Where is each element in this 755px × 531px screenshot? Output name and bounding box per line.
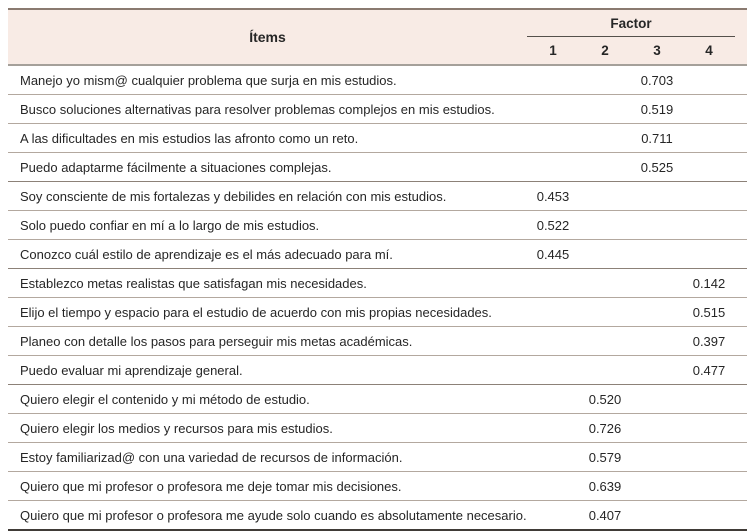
item-text: A las dificultades en mis estudios las afronto como un reto. <box>20 130 359 146</box>
factor-3-loading: 0.519 <box>640 101 674 117</box>
table-row <box>8 501 747 529</box>
item-text: Conozco cuál estilo de aprendizaje es el más adecuado para mí. <box>20 246 393 262</box>
table-header <box>8 10 747 66</box>
item-text: Puedo adaptarme fácilmente a situaciones complejas. <box>20 159 332 175</box>
item-text: Quiero que mi profesor o profesora me ayude solo cuando es absolutamente necesario. <box>20 507 527 523</box>
table-row <box>8 95 747 124</box>
item-text: Planeo con detalle los pasos para perseguir mis metas académicas. <box>20 333 413 349</box>
factor-4-loading: 0.142 <box>692 275 726 291</box>
item-text: Busco soluciones alternativas para resolver problemas complejos en mis estudios. <box>20 101 495 117</box>
table-row <box>8 124 747 153</box>
factor-1-loading: 0.445 <box>536 246 570 262</box>
item-text: Solo puedo confiar en mí a lo largo de mis estudios. <box>20 217 320 233</box>
item-text: Soy consciente de mis fortalezas y debilides en relación con mis estudios. <box>20 188 447 204</box>
table-body <box>8 66 747 529</box>
item-text: Quiero que mi profesor o profesora me deje tomar mis decisiones. <box>20 478 402 494</box>
factor-3-loading: 0.525 <box>640 159 674 175</box>
factor-column-header-1: 1 <box>549 43 557 58</box>
factor-1-loading: 0.453 <box>536 188 570 204</box>
factor-3-loading: 0.711 <box>641 130 673 146</box>
factor-column-header-3: 3 <box>653 43 661 58</box>
table-row <box>8 153 747 182</box>
table-row <box>8 443 747 472</box>
factor-3-loading: 0.703 <box>640 72 674 88</box>
item-text: Quiero elegir los medios y recursos para mis estudios. <box>20 420 333 436</box>
factor-4-loading: 0.477 <box>692 362 726 378</box>
table-row <box>8 269 747 298</box>
factor-2-loading: 0.520 <box>588 391 622 407</box>
factor-2-loading: 0.726 <box>588 420 622 436</box>
table-row <box>8 182 747 211</box>
table-row <box>8 240 747 269</box>
factor-header-block <box>527 10 747 64</box>
factor-2-loading: 0.639 <box>588 478 622 494</box>
item-text: Manejo yo mism@ cualquier problema que surja en mis estudios. <box>20 72 397 88</box>
factor-2-loading: 0.407 <box>588 507 622 523</box>
factor-column-group-header: Factor <box>527 10 735 37</box>
factor-4-loading: 0.515 <box>692 304 726 320</box>
table-row <box>8 414 747 443</box>
item-text: Establezco metas realistas que satisfagan mis necesidades. <box>20 275 367 291</box>
items-column-header: Ítems <box>249 29 286 45</box>
factor-subheaders <box>527 37 735 64</box>
item-text: Quiero elegir el contenido y mi método de estudio. <box>20 391 310 407</box>
item-text: Elijo el tiempo y espacio para el estudio de acuerdo con mis propias necesidades. <box>20 304 492 320</box>
factor-column-header-2: 2 <box>601 43 609 58</box>
table-row <box>8 385 747 414</box>
factor-loadings-table <box>8 8 747 531</box>
item-text: Estoy familiarizad@ con una variedad de recursos de información. <box>20 449 403 465</box>
table-row <box>8 66 747 95</box>
factor-1-loading: 0.522 <box>536 217 570 233</box>
factor-4-loading: 0.397 <box>692 333 726 349</box>
factor-column-header-4: 4 <box>705 43 713 58</box>
table-row <box>8 356 747 385</box>
table-row <box>8 472 747 501</box>
item-text: Puedo evaluar mi aprendizaje general. <box>20 362 243 378</box>
factor-2-loading: 0.579 <box>588 449 622 465</box>
table-row <box>8 211 747 240</box>
table-row <box>8 327 747 356</box>
table-row <box>8 298 747 327</box>
